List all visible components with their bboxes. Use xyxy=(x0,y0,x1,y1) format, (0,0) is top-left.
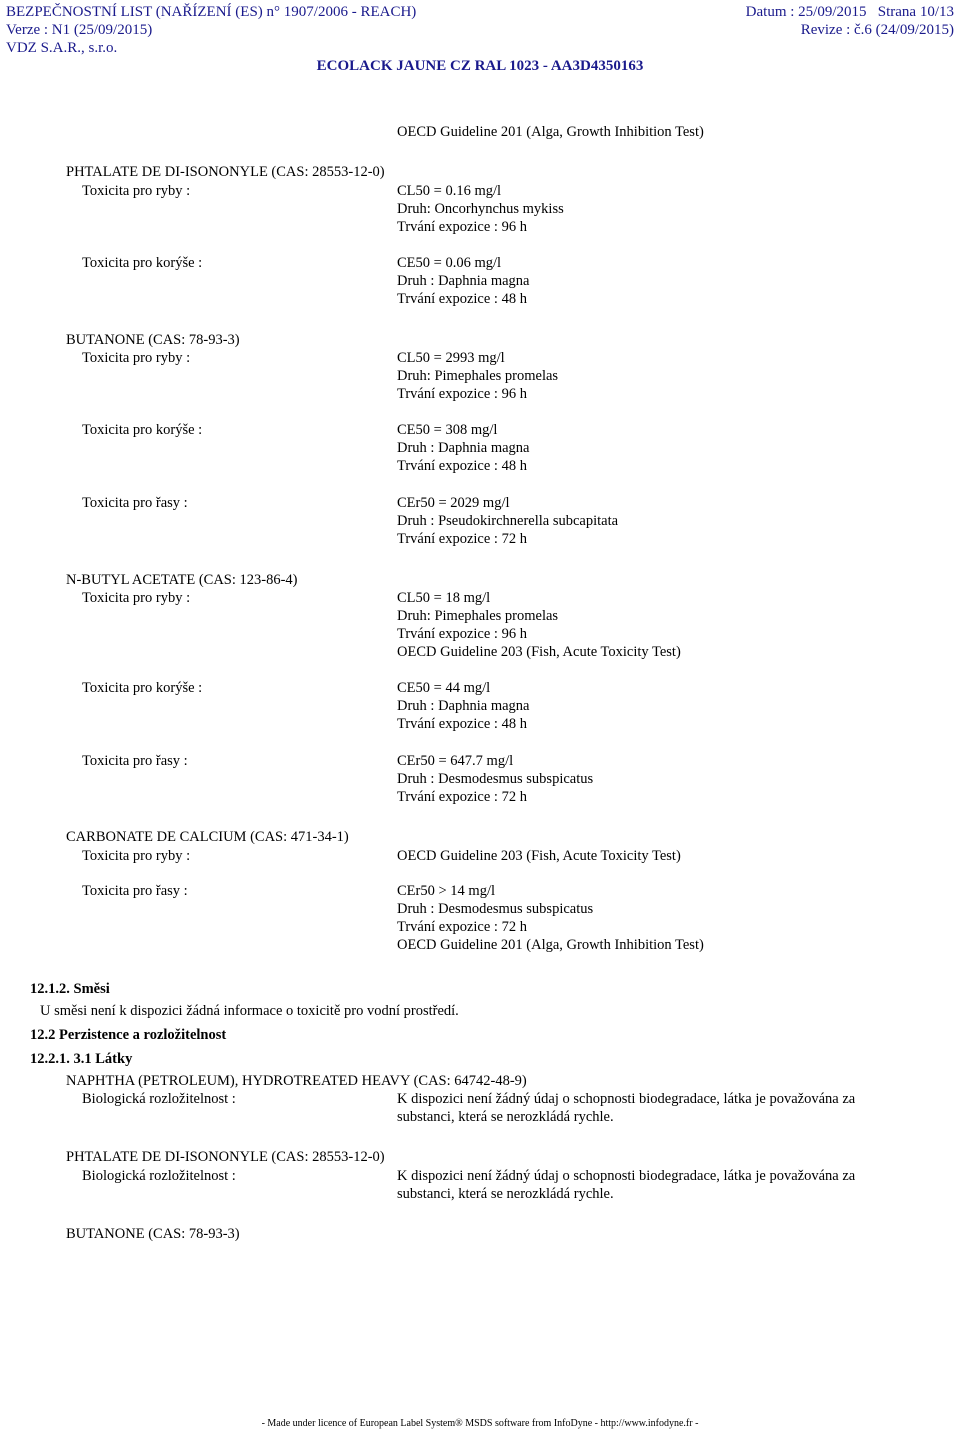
section-heading: 12.2 Perzistence a rozložitelnost xyxy=(30,1027,227,1043)
product-name: ECOLACK JAUNE CZ RAL 1023 - AA3D4350163 xyxy=(316,58,644,74)
doc-version: Verze : N1 (25/09/2015) xyxy=(6,22,153,38)
value-line: Trvání expozice : 72 h xyxy=(397,531,527,547)
continued-guideline: OECD Guideline 201 (Alga, Growth Inhibition Test) xyxy=(397,124,704,140)
value-line: Trvání expozice : 72 h xyxy=(397,919,527,935)
substance-name: PHTALATE DE DI-ISONONYLE (CAS: 28553-12-0) xyxy=(66,1149,385,1165)
row-label: Toxicita pro řasy : xyxy=(82,495,188,511)
page-footer: - Made under licence of European Label System® MSDS software from InfoDyne - http://www.infodyne.fr - xyxy=(261,1418,699,1429)
value-line: CE50 = 308 mg/l xyxy=(397,422,498,438)
value-line: CE50 = 44 mg/l xyxy=(397,680,491,696)
value-line: CE50 = 0.06 mg/l xyxy=(397,255,502,271)
value-line: OECD Guideline 203 (Fish, Acute Toxicity Test) xyxy=(397,848,681,864)
value-line: CEr50 = 2029 mg/l xyxy=(397,495,510,511)
section-heading: 12.1.2. Směsi xyxy=(30,981,110,997)
value-line: Druh : Daphnia magna xyxy=(397,698,530,714)
company-name: VDZ S.A.R., s.r.o. xyxy=(6,40,118,56)
row-label: Toxicita pro korýše : xyxy=(82,255,203,271)
value-line: Trvání expozice : 96 h xyxy=(397,626,527,642)
value-line: OECD Guideline 201 (Alga, Growth Inhibition Test) xyxy=(397,937,704,953)
value-line: Druh : Desmodesmus subspicatus xyxy=(397,901,594,917)
value-line: Druh : Desmodesmus subspicatus xyxy=(397,771,594,787)
value-line: CL50 = 0.16 mg/l xyxy=(397,183,502,199)
substance-name: PHTALATE DE DI-ISONONYLE (CAS: 28553-12-0) xyxy=(66,164,385,180)
row-label: Toxicita pro korýše : xyxy=(82,422,203,438)
value-line: CEr50 = 647.7 mg/l xyxy=(397,753,514,769)
row-label: Toxicita pro ryby : xyxy=(82,350,191,366)
value-line: substanci, která se nerozkládá rychle. xyxy=(397,1186,614,1202)
value-line: Trvání expozice : 48 h xyxy=(397,458,527,474)
doc-date-page: Datum : 25/09/2015 Strana 10/13 xyxy=(745,4,954,20)
substance-name: NAPHTHA (PETROLEUM), HYDROTREATED HEAVY (CAS: 64742-48-9) xyxy=(66,1073,527,1089)
value-line: Druh: Pimephales promelas xyxy=(397,608,559,624)
row-label: Biologická rozložitelnost : xyxy=(82,1091,236,1107)
value-line: Druh : Pseudokirchnerella subcapitata xyxy=(397,513,619,529)
substance-name: BUTANONE (CAS: 78-93-3) xyxy=(66,1226,240,1242)
value-line: Trvání expozice : 48 h xyxy=(397,716,527,732)
value-line: CEr50 > 14 mg/l xyxy=(397,883,495,899)
value-line: Druh : Daphnia magna xyxy=(397,440,530,456)
value-line: Druh: Oncorhynchus mykiss xyxy=(397,201,564,217)
section-text: U směsi není k dispozici žádná informace o toxicitě pro vodní prostředí. xyxy=(40,1003,459,1019)
value-line: K dispozici není žádný údaj o schopnosti biodegradace, látka je považována za xyxy=(397,1168,856,1184)
row-label: Toxicita pro ryby : xyxy=(82,183,191,199)
row-label: Toxicita pro ryby : xyxy=(82,590,191,606)
row-label: Toxicita pro korýše : xyxy=(82,680,203,696)
row-label: Toxicita pro ryby : xyxy=(82,848,191,864)
value-line: Trvání expozice : 72 h xyxy=(397,789,527,805)
subsection-heading: 12.2.1. 3.1 Látky xyxy=(30,1051,133,1067)
value-line: Trvání expozice : 48 h xyxy=(397,291,527,307)
value-line: K dispozici není žádný údaj o schopnosti biodegradace, látka je považována za xyxy=(397,1091,856,1107)
value-line: Trvání expozice : 96 h xyxy=(397,219,527,235)
substance-name: CARBONATE DE CALCIUM (CAS: 471-34-1) xyxy=(66,829,349,845)
row-label: Toxicita pro řasy : xyxy=(82,753,188,769)
value-line: Druh : Daphnia magna xyxy=(397,273,530,289)
value-line: Druh: Pimephales promelas xyxy=(397,368,559,384)
substance-name: N-BUTYL ACETATE (CAS: 123-86-4) xyxy=(66,572,298,588)
value-line: substanci, která se nerozkládá rychle. xyxy=(397,1109,614,1125)
row-label: Biologická rozložitelnost : xyxy=(82,1168,236,1184)
doc-revision: Revize : č.6 (24/09/2015) xyxy=(800,22,954,38)
value-line: OECD Guideline 203 (Fish, Acute Toxicity Test) xyxy=(397,644,681,660)
value-line: CL50 = 18 mg/l xyxy=(397,590,491,606)
value-line: CL50 = 2993 mg/l xyxy=(397,350,505,366)
doc-title: BEZPEČNOSTNÍ LIST (NAŘÍZENÍ (ES) n° 1907/2006 - REACH) xyxy=(6,4,417,20)
substance-name: BUTANONE (CAS: 78-93-3) xyxy=(66,332,240,348)
value-line: Trvání expozice : 96 h xyxy=(397,386,527,402)
row-label: Toxicita pro řasy : xyxy=(82,883,188,899)
